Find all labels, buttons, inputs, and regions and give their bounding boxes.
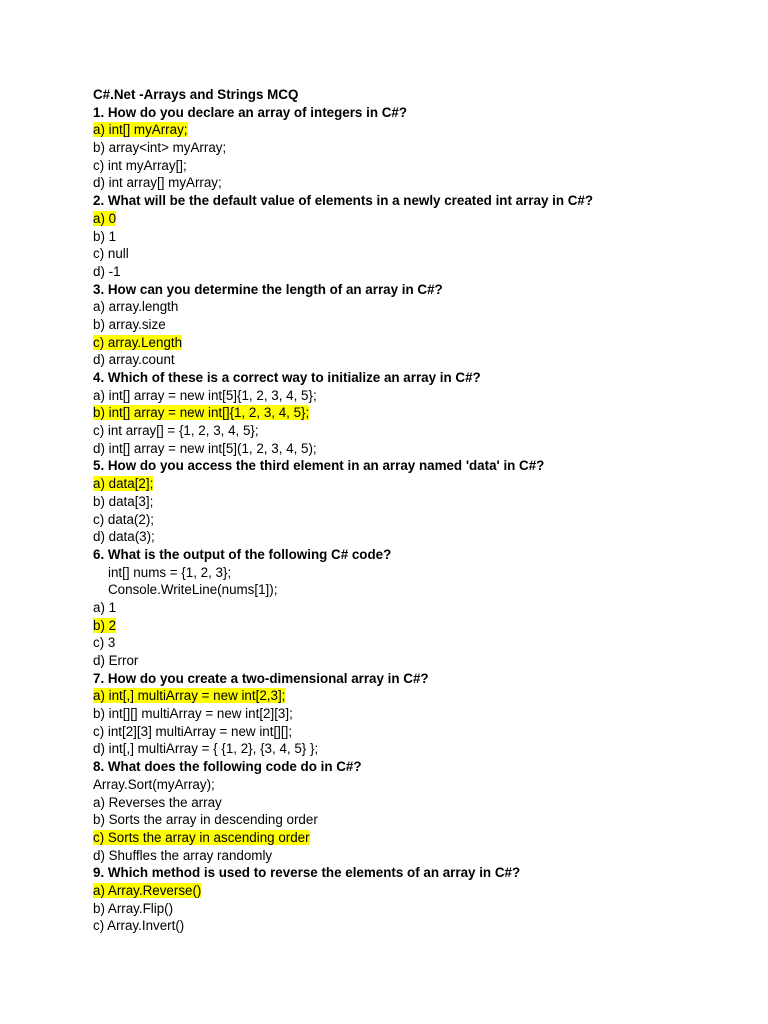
document-title: C#.Net -Arrays and Strings MCQ xyxy=(93,87,299,102)
answer-option-correct xyxy=(93,829,753,847)
highlighted-option-text: c) Sorts the array in ascending order xyxy=(93,829,310,845)
question-block xyxy=(93,670,753,758)
highlighted-option-text: a) int[,] multiArray = new int[2,3]; xyxy=(93,688,286,704)
option-text: a) 1 xyxy=(93,599,117,615)
option-text: d) -1 xyxy=(93,263,121,279)
answer-option xyxy=(93,263,753,281)
answer-option xyxy=(93,740,753,758)
highlighted-option-text: a) data[2]; xyxy=(93,476,154,492)
question-block xyxy=(93,369,753,457)
option-text: c) int array[] = {1, 2, 3, 4, 5}; xyxy=(93,423,259,439)
option-text: c) Array.Invert() xyxy=(93,918,185,934)
option-text: d) data(3); xyxy=(93,529,155,545)
question-list xyxy=(93,104,753,935)
option-text: d) int array[] myArray; xyxy=(93,175,222,191)
answer-option xyxy=(93,634,753,652)
question-block xyxy=(93,192,753,280)
answer-option xyxy=(93,139,753,157)
question-text: 5. How do you access the third element in an array named 'data' in C#? xyxy=(93,458,545,474)
answer-option xyxy=(93,387,753,405)
option-text: b) data[3]; xyxy=(93,493,154,509)
code-line: int[] nums = {1, 2, 3}; xyxy=(108,564,232,580)
question-text: 3. How can you determine the length of an array in C#? xyxy=(93,281,443,297)
option-text: a) Reverses the array xyxy=(93,794,222,810)
option-text: c) int myArray[]; xyxy=(93,157,187,173)
answer-option-correct xyxy=(93,617,753,635)
option-text: d) Shuffles the array randomly xyxy=(93,847,273,863)
answer-option xyxy=(93,440,753,458)
highlighted-option-text: c) array.Length xyxy=(93,334,183,350)
answer-option xyxy=(93,316,753,334)
question-text: 8. What does the following code do in C#? xyxy=(93,759,362,775)
question-text: 1. How do you declare an array of integers in C#? xyxy=(93,104,408,120)
answer-option xyxy=(93,652,753,670)
highlighted-option-text: a) Array.Reverse() xyxy=(93,882,202,898)
answer-option xyxy=(93,528,753,546)
question-block xyxy=(93,104,753,192)
option-text: c) data(2); xyxy=(93,511,155,527)
answer-option-correct xyxy=(93,334,753,352)
answer-option-correct xyxy=(93,210,753,228)
answer-option xyxy=(93,900,753,918)
question-block xyxy=(93,758,753,864)
option-text: b) array.size xyxy=(93,316,166,332)
answer-option xyxy=(93,298,753,316)
answer-option xyxy=(93,422,753,440)
answer-option xyxy=(93,493,753,511)
option-text: d) array.count xyxy=(93,352,175,368)
answer-option xyxy=(93,157,753,175)
question-block xyxy=(93,281,753,369)
mcq-document xyxy=(93,86,753,935)
option-text: d) Error xyxy=(93,653,139,668)
answer-option-correct xyxy=(93,475,753,493)
answer-option-correct xyxy=(93,687,753,705)
answer-option xyxy=(93,351,753,369)
answer-option xyxy=(93,917,753,935)
question-text: 6. What is the output of the following C# code? xyxy=(93,546,392,562)
option-text: b) array<int> myArray; xyxy=(93,140,227,156)
answer-option xyxy=(93,811,753,829)
question-block xyxy=(93,864,753,935)
option-text: b) Sorts the array in descending order xyxy=(93,812,318,828)
option-text: b) Array.Flip() xyxy=(93,900,174,916)
answer-option xyxy=(93,705,753,723)
answer-option xyxy=(93,599,753,617)
question-text: 4. Which of these is a correct way to initialize an array in C#? xyxy=(93,370,481,385)
code-statement: Array.Sort(myArray); xyxy=(93,776,215,792)
option-text: c) 3 xyxy=(93,635,116,651)
answer-option xyxy=(93,723,753,741)
option-text: b) 1 xyxy=(93,228,117,244)
option-text: a) int[] array = new int[5]{1, 2, 3, 4, 5}; xyxy=(93,387,317,403)
option-text: d) int[,] multiArray = { {1, 2}, {3, 4, 5} }; xyxy=(93,741,319,757)
question-text: 7. How do you create a two-dimensional array in C#? xyxy=(93,670,429,686)
answer-option-correct xyxy=(93,404,753,422)
option-text: c) null xyxy=(93,246,129,262)
question-block xyxy=(93,457,753,545)
option-text: d) int[] array = new int[5](1, 2, 3, 4, 5); xyxy=(93,440,317,456)
highlighted-option-text: a) 0 xyxy=(93,210,117,226)
answer-option xyxy=(93,245,753,263)
highlighted-option-text: b) 2 xyxy=(93,617,117,633)
question-text: 9. Which method is used to reverse the elements of an array in C#? xyxy=(93,865,521,881)
answer-option xyxy=(93,847,753,865)
answer-option xyxy=(93,794,753,812)
question-text: 2. What will be the default value of elements in a newly created int array in C#? xyxy=(93,193,594,209)
answer-option xyxy=(93,174,753,192)
code-line: Console.WriteLine(nums[1]); xyxy=(108,582,278,598)
answer-option xyxy=(93,228,753,246)
option-text: c) int[2][3] multiArray = new int[][]; xyxy=(93,723,293,739)
answer-option-correct xyxy=(93,121,753,139)
option-text: a) array.length xyxy=(93,299,179,315)
answer-option-correct xyxy=(93,882,753,900)
highlighted-option-text: b) int[] array = new int[]{1, 2, 3, 4, 5}; xyxy=(93,405,310,421)
answer-option xyxy=(93,511,753,529)
question-block xyxy=(93,546,753,670)
highlighted-option-text: a) int[] myArray; xyxy=(93,122,188,138)
option-text: b) int[][] multiArray = new int[2][3]; xyxy=(93,706,293,722)
